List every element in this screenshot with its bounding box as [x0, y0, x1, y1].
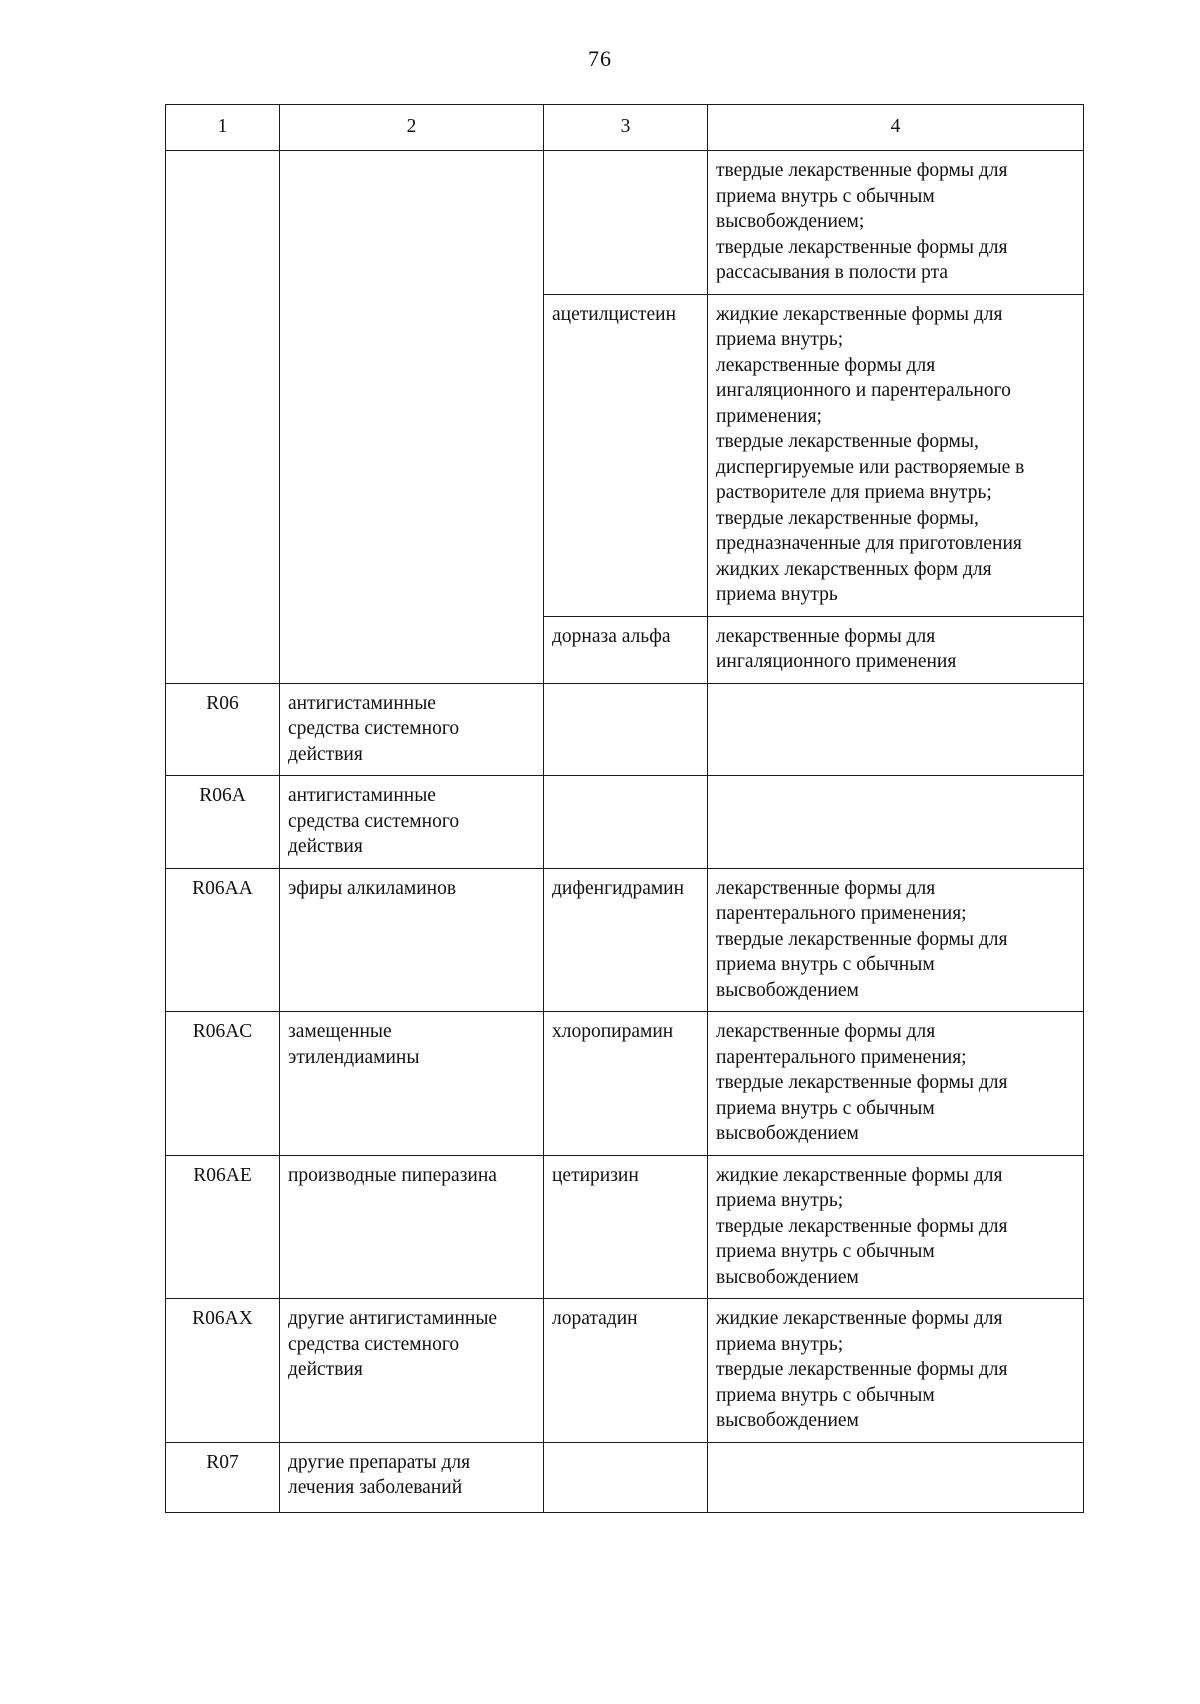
group-cell [280, 1155, 544, 1299]
cell-line: производные пиперазина [288, 1164, 497, 1186]
drug-cell [544, 683, 708, 776]
group-cell [280, 683, 544, 776]
table-row [166, 1155, 1084, 1299]
cell-line: высвобождением [716, 979, 859, 1001]
forms-cell [708, 616, 1084, 683]
cell-line: твердые лекарственные формы для [716, 928, 1008, 950]
code-cell: R06A [166, 776, 280, 869]
cell-line: другие препараты для [288, 1451, 471, 1473]
page-number: 76 [588, 46, 612, 71]
forms-cell [708, 294, 1084, 616]
group-cell [280, 1012, 544, 1156]
cell-line: парентерального применения; [716, 1046, 967, 1068]
table-body [166, 151, 1084, 1513]
cell-line: жидкие лекарственные формы для [716, 1308, 1003, 1329]
forms-cell [708, 1299, 1084, 1443]
cell-line: диспергируемые или растворяемые в [716, 456, 1025, 478]
cell-line: высвобождением [716, 1410, 859, 1431]
table-row [166, 151, 1084, 295]
table-row [166, 776, 1084, 869]
forms-cell [708, 776, 1084, 869]
cell-line: предназначенные для приготовления [716, 533, 1022, 554]
cell-line: приема внутрь с обычным [716, 1384, 935, 1406]
cell-line: твердые лекарственные формы для [716, 160, 1008, 181]
table-header-row [166, 105, 1084, 151]
drug-cell [544, 1442, 708, 1512]
cell-line: лечения заболеваний [288, 1477, 463, 1498]
code-cell: R06AX [166, 1299, 280, 1443]
table-row [166, 683, 1084, 776]
drug-cell: ацетилцистеин [544, 294, 708, 616]
cell-line: этилендиамины [288, 1046, 420, 1068]
cell-line: твердые лекарственные формы, [716, 507, 979, 529]
group-cell [280, 1442, 544, 1512]
drug-cell [544, 151, 708, 295]
cell-line: лекарственные формы для [716, 625, 936, 647]
cell-line: лекарственные формы для [716, 354, 936, 376]
cell-line: приема внутрь с обычным [716, 1097, 935, 1119]
forms-cell [708, 1155, 1084, 1299]
code-cell: R06 [166, 683, 280, 776]
forms-cell [708, 1012, 1084, 1156]
cell-line: высвобождением; [716, 211, 865, 232]
cell-line: приема внутрь; [716, 1333, 844, 1355]
cell-line: действия [288, 836, 363, 857]
cell-line: эфиры алкиламинов [288, 877, 457, 899]
cell-line: средства системного [288, 1333, 460, 1355]
cell-line: парентерального применения; [716, 903, 967, 924]
cell-line: антигистаминные [288, 692, 436, 714]
forms-cell [708, 151, 1084, 295]
cell-line: приема внутрь с обычным [716, 185, 935, 207]
code-cell: R07 [166, 1442, 280, 1512]
cell-line: приема внутрь [716, 584, 838, 605]
cell-line: другие антигистаминные [288, 1308, 498, 1329]
cell-line: лекарственные формы для [716, 1021, 936, 1042]
cell-line: применения; [716, 405, 822, 427]
cell-line: жидкие лекарственные формы для [716, 1164, 1003, 1186]
forms-cell [708, 683, 1084, 776]
forms-cell [708, 868, 1084, 1012]
cell-line: твердые лекарственные формы для [716, 236, 1008, 258]
cell-line: действия [288, 743, 363, 765]
cell-line: антигистаминные [288, 785, 436, 806]
group-cell [280, 868, 544, 1012]
cell-line: твердые лекарственные формы, [716, 431, 979, 452]
cell-line: действия [288, 1359, 363, 1380]
code-cell: R06AC [166, 1012, 280, 1156]
cell-line: ингаляционного применения [716, 651, 957, 672]
drug-cell: лоратадин [544, 1299, 708, 1443]
drug-cell: хлоропирамин [544, 1012, 708, 1156]
cell-line: твердые лекарственные формы для [716, 1359, 1008, 1380]
cell-line: высвобождением [716, 1266, 859, 1288]
cell-line: средства системного [288, 718, 460, 739]
cell-line: твердые лекарственные формы для [716, 1072, 1008, 1093]
table-row [166, 1299, 1084, 1443]
table-row [166, 1442, 1084, 1512]
cell-line: ингаляционного и парентерального [716, 380, 1011, 401]
group-cell [280, 776, 544, 869]
code-cell [166, 151, 280, 684]
drug-table [165, 104, 1084, 1513]
cell-line: приема внутрь; [716, 1190, 844, 1211]
drug-cell: дифенгидрамин [544, 868, 708, 1012]
drug-cell: дорназа альфа [544, 616, 708, 683]
cell-line: приема внутрь; [716, 329, 844, 350]
code-cell: R06AA [166, 868, 280, 1012]
cell-line: рассасывания в полости рта [716, 262, 949, 283]
column-header: 4 [708, 105, 1084, 151]
cell-line: средства системного [288, 810, 460, 832]
code-cell: R06AE [166, 1155, 280, 1299]
drug-cell [544, 776, 708, 869]
cell-line: высвобождением [716, 1123, 859, 1144]
cell-line: приема внутрь с обычным [716, 954, 935, 975]
group-cell [280, 1299, 544, 1443]
drug-cell: цетиризин [544, 1155, 708, 1299]
forms-cell [708, 1442, 1084, 1512]
table-row [166, 1012, 1084, 1156]
cell-line: приема внутрь с обычным [716, 1241, 935, 1262]
cell-line: твердые лекарственные формы для [716, 1215, 1008, 1237]
cell-line: лекарственные формы для [716, 877, 936, 899]
column-header: 1 [166, 105, 280, 151]
column-header: 3 [544, 105, 708, 151]
column-header: 2 [280, 105, 544, 151]
cell-line: жидкие лекарственные формы для [716, 303, 1003, 325]
group-cell [280, 151, 544, 684]
cell-line: жидких лекарственных форм для [716, 558, 992, 580]
cell-line: растворителе для приема внутрь; [716, 482, 992, 503]
table-row [166, 868, 1084, 1012]
cell-line: замещенные [288, 1021, 392, 1042]
